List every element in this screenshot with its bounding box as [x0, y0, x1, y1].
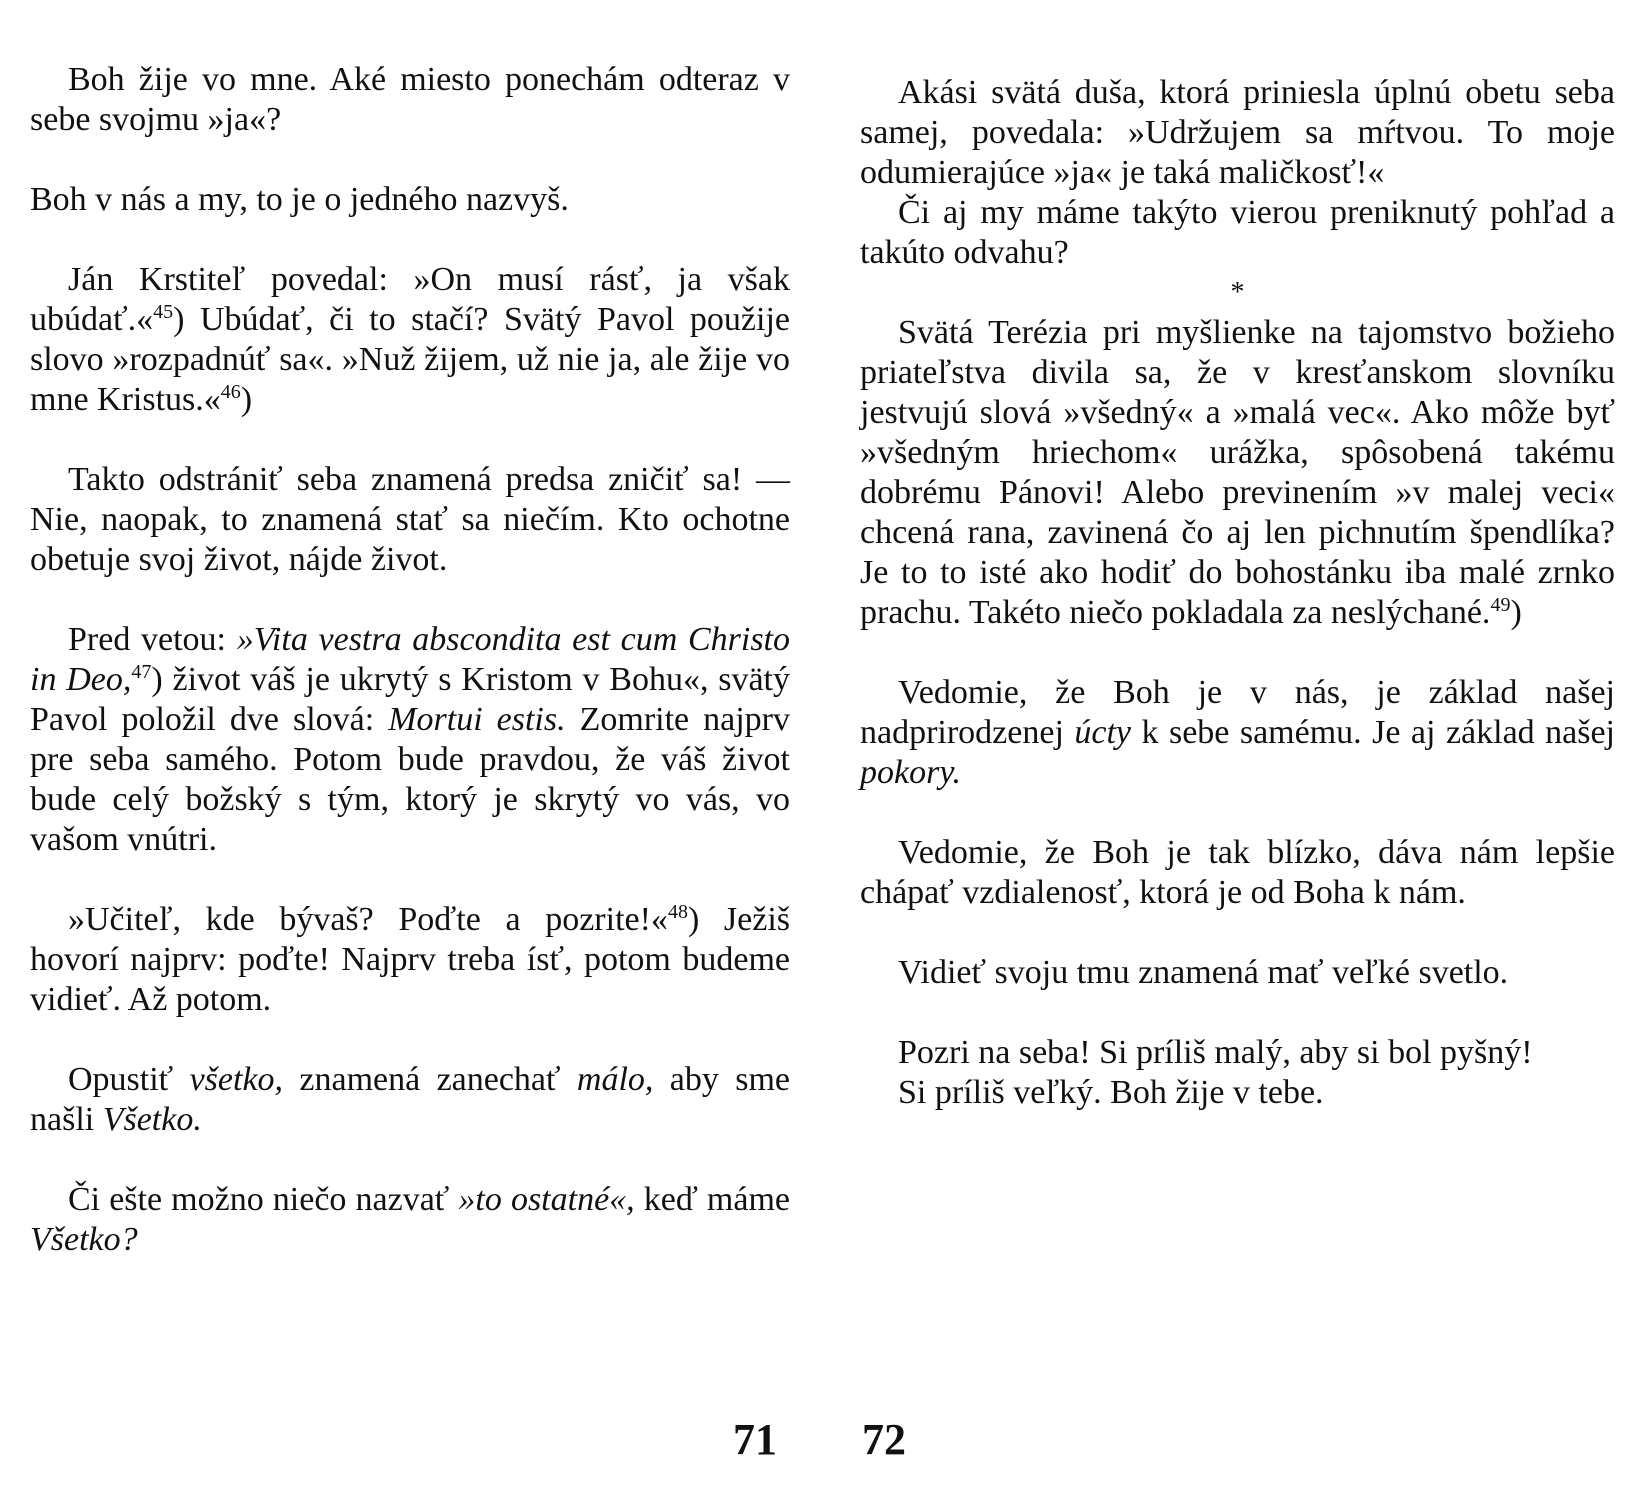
paragraph: Boh v nás a my, to je o jedného nazvyš.	[30, 181, 569, 218]
text-span: aby sme našli	[30, 1061, 791, 1138]
text-span: keď máme	[634, 1181, 790, 1218]
text-span: Pred vetou:	[68, 621, 237, 658]
emphasis: všetko,	[189, 1061, 284, 1098]
footnote-ref-45: 45	[153, 301, 174, 323]
emphasis: málo,	[576, 1061, 654, 1098]
footnote-ref-46: 46	[220, 381, 241, 403]
right-page	[820, 0, 1640, 1500]
page-number-right: 72	[862, 1415, 906, 1464]
text-span: »Učiteľ, kde bývaš? Poďte a pozrite!«	[68, 901, 668, 938]
section-separator: *	[1230, 277, 1245, 308]
paragraph: Akási svätá duša, ktorá priniesla úplnú obetu seba samej, povedala: »Udržujem sa mŕtvou. To moje odumierajúce »ja« je taká maličkosť!«	[860, 74, 1615, 191]
paragraph: Vedomie, že Boh je tak blízko, dáva nám lepšie chápať vzdialenosť, ktorá je od Boha k nám.	[860, 834, 1615, 911]
paragraph: Takto odstrániť seba znamená predsa zničiť sa! — Nie, naopak, to znamená stať sa niečím. Kto ochotne obetuje svoj život, nájde život.	[30, 461, 790, 578]
text-span: )	[240, 381, 253, 418]
footnote-ref-48: 48	[667, 901, 688, 923]
text-span: ) Ježiš hovorí najprv: poďte! Najprv treba ísť, potom budeme vidieť. Až potom.	[30, 901, 790, 1018]
emphasis: úcty	[1074, 714, 1132, 751]
text-span: ) život váš je ukrytý s Kristom v Bohu«, svätý Pavol položil dve slová:	[30, 661, 791, 738]
emphasis: pokory.	[860, 754, 962, 791]
paragraph	[30, 1060, 790, 1140]
text-span: Svätá Terézia pri myšlienke na tajomstvo božieho priateľstva divila sa, že v kresťanskom slovníku jestvujú slová »všedný« a »malá vec«. Ako môže byť »všedným hriechom« urážka, spôsobená takému dobrému Pánovi! Alebo previnením »v malej veci« chcená rana, zavinená čo aj len pichnutím špendlíka? Je to to isté ako hodiť do bohostánku iba malé zrnko prachu. Takéto niečo pokladala za neslýchané.	[860, 314, 1615, 631]
paragraph	[860, 673, 1615, 793]
footnote-ref-49: 49	[1490, 594, 1511, 616]
paragraph: Či aj my máme takýto vierou preniknutý pohľad a takúto odvahu?	[860, 194, 1615, 271]
paragraph	[860, 313, 1615, 633]
text-span: Vedomie, že Boh je v nás, je základ našej nadprirodzenej	[860, 674, 1615, 751]
paragraph	[30, 900, 790, 1020]
paragraph: Boh žije vo mne. Aké miesto ponechám odteraz v sebe svojmu »ja«?	[30, 61, 790, 138]
paragraph	[30, 260, 790, 420]
text-span: znamená zanechať	[283, 1061, 577, 1098]
text-span: Či ešte možno niečo nazvať	[68, 1181, 459, 1218]
paragraph	[30, 1180, 790, 1260]
emphasis: Všetko?	[30, 1221, 138, 1258]
text-span: ) Ubúdať, či to stačí? Svätý Pavol použije slovo »rozpadnúť sa«. »Nuž žijem, už nie ja, ale žije vo mne Kristus.«	[30, 301, 790, 418]
footnote-ref-47: 47	[131, 661, 152, 683]
paragraph: Pozri na seba! Si príliš malý, aby si bol pyšný!	[898, 1034, 1533, 1071]
paragraph: Vidieť svoju tmu znamená mať veľké svetlo.	[898, 954, 1509, 991]
paragraph: Si príliš veľký. Boh žije v tebe.	[898, 1074, 1324, 1111]
text-span: Ján Krstiteľ povedal: »On musí rásť, ja však ubúdať.«	[30, 261, 790, 338]
text-span: )	[1510, 594, 1522, 631]
latin-phrase: Mortui estis.	[388, 701, 566, 738]
left-text-column	[30, 60, 790, 1260]
text-span: Opustiť	[68, 1061, 190, 1098]
text-span: k sebe samému. Je aj základ našej	[1131, 714, 1615, 751]
page-number-left: 71	[733, 1415, 777, 1464]
emphasis: Všetko.	[102, 1101, 202, 1138]
text-span: Zomrite najprv pre seba samého. Potom bude pravdou, že váš život bude celý božský s tým, ktorý je skrytý vo vás, vo vašom vnútri.	[30, 701, 790, 858]
paragraph	[30, 620, 790, 860]
emphasis: »to ostatné«,	[458, 1181, 635, 1218]
latin-quote: »Vita vestra abscondita est cum Christo in Deo,	[30, 621, 791, 698]
right-text-column	[860, 73, 1615, 1113]
